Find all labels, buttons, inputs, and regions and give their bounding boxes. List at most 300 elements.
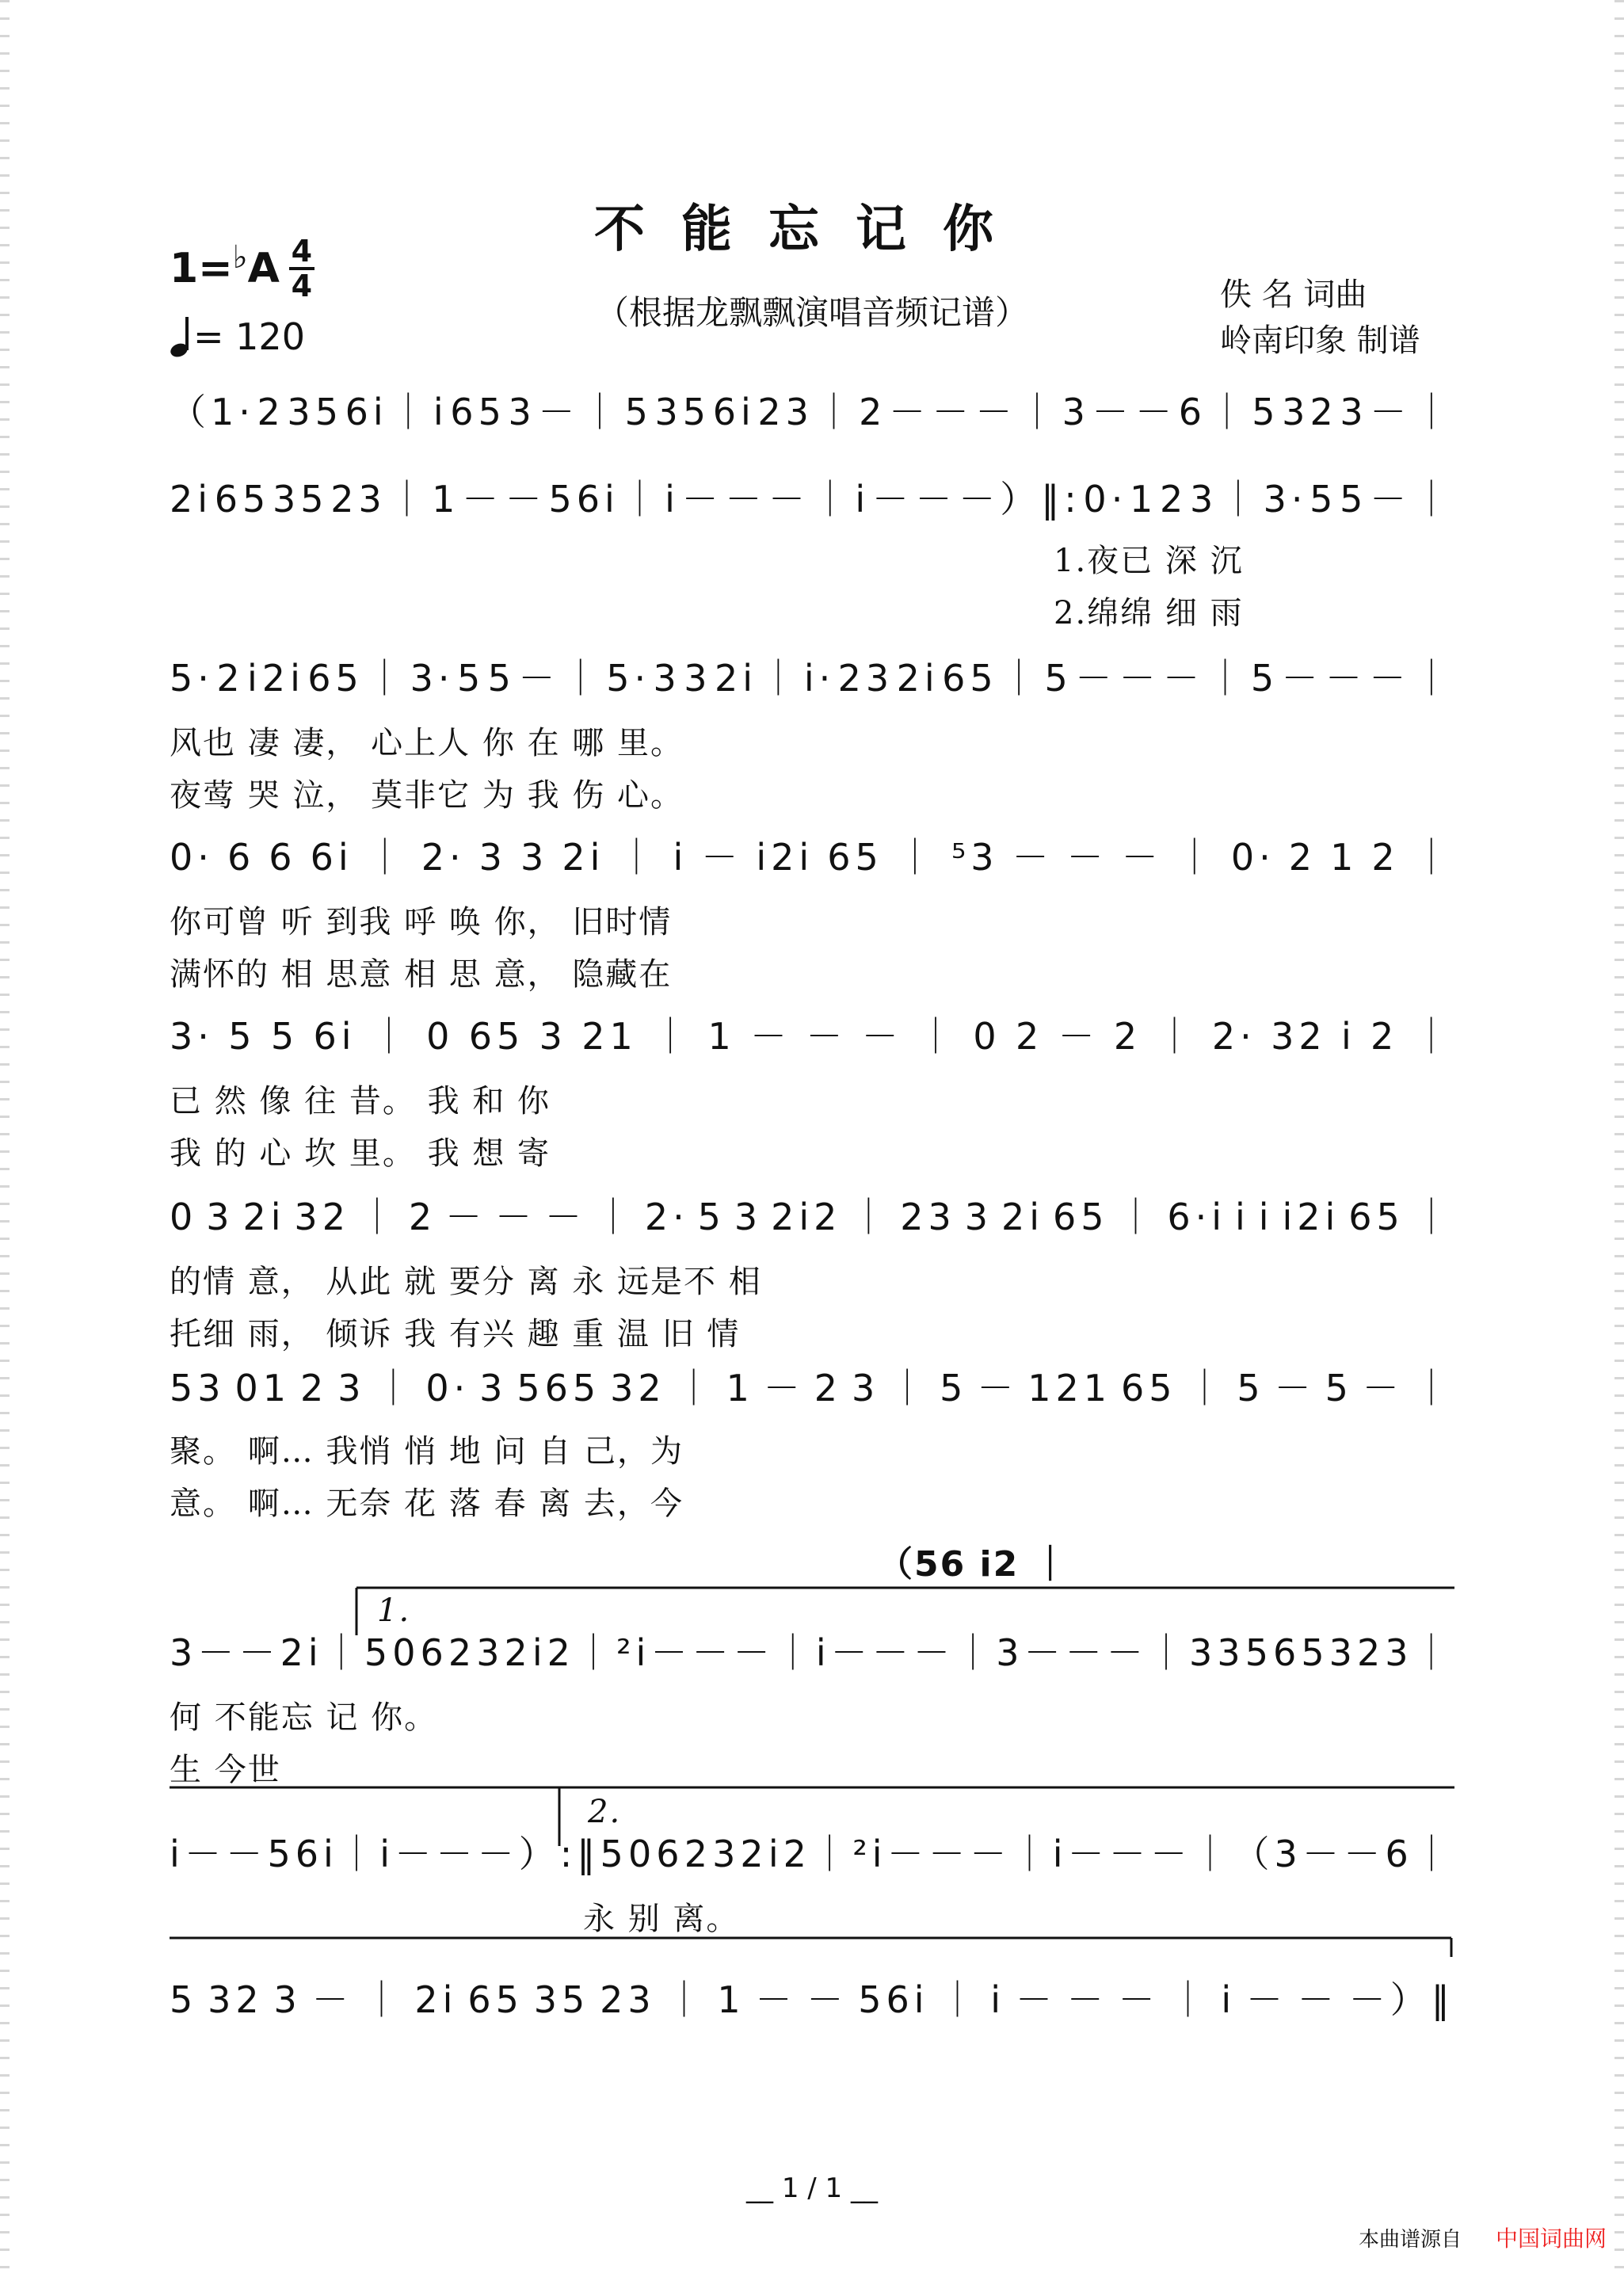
note-group: －: [1066, 1978, 1108, 2021]
note-group: 5·: [606, 657, 651, 700]
note-group: －: [1135, 391, 1177, 433]
note-group: 3: [653, 657, 681, 700]
note-group: －: [1163, 657, 1205, 700]
barline: ｜: [1412, 836, 1454, 879]
note-group: 2: [408, 1196, 437, 1238]
note-group: 56i: [267, 1833, 338, 1875]
note-group: －: [1067, 1833, 1109, 1875]
note-group: 06: [392, 1631, 448, 1674]
note-group: i: [1221, 1978, 1237, 2021]
note-group: 1: [717, 1978, 745, 2021]
tempo-value: = 120: [193, 315, 305, 358]
barline: ｜: [955, 1631, 997, 1674]
note-group: 5: [228, 1015, 257, 1058]
barline: ｜: [375, 1367, 417, 1409]
note-group: 3: [996, 1631, 1024, 1674]
note-group: 0: [973, 1015, 1001, 1058]
note-group: 3: [508, 391, 536, 433]
note-group: 35: [272, 478, 329, 521]
note-group: 0·: [170, 836, 214, 879]
lyrics-verse-2: 2.绵绵 细 雨: [1054, 595, 1244, 631]
barline: ｜: [1018, 391, 1060, 433]
note-group: 2: [1159, 478, 1188, 521]
note-group: 65: [1052, 1196, 1109, 1238]
page-number: __ 1 / 1 __: [746, 2172, 878, 2204]
note-group: 23: [837, 657, 894, 700]
note-group: 53: [170, 1367, 226, 1409]
note-group: i: [855, 478, 871, 521]
lyrics-verse-1: 的情 意， 从此 就 要分 离 永 远是不 相: [170, 1264, 762, 1300]
note-group: －: [395, 1833, 436, 1875]
lyrics-verse-2: 我 的 心 坎 里。 我 想 寄: [170, 1135, 551, 1172]
notation-line: [170, 475, 1454, 539]
note-group: （1·: [170, 391, 255, 433]
note-group: 0·: [1230, 836, 1275, 879]
score-system-1: [170, 388, 1454, 452]
notation-line: [170, 833, 1454, 897]
score-system-5: [170, 1013, 1454, 1076]
note-group: 1: [726, 1367, 754, 1409]
note-group: 5: [624, 391, 653, 433]
note-group: 232: [684, 1833, 768, 1875]
note-group: 0: [426, 1015, 455, 1058]
note-group: －: [733, 1631, 775, 1674]
note-group: －: [1058, 1015, 1100, 1058]
note-group: 5: [1340, 478, 1368, 521]
note-group: －: [768, 478, 810, 521]
note-group: ｜（3: [1191, 1833, 1302, 1875]
note-group: 5: [600, 1833, 628, 1875]
barline: ｜: [1207, 657, 1248, 700]
note-group: －: [1246, 1978, 1288, 2021]
note-group: 3: [539, 1015, 567, 1058]
note-group: 32: [294, 1196, 350, 1238]
note-group: 3: [273, 1978, 302, 2021]
note-group: －: [1369, 657, 1411, 700]
note-group: 6: [1178, 391, 1207, 433]
note-group: 2: [1288, 836, 1317, 879]
credit-lyricist: 佚 名 词曲: [1220, 277, 1367, 313]
tempo-mark: [170, 315, 305, 358]
note-group: －: [1024, 1631, 1066, 1674]
note-group: －: [1325, 657, 1367, 700]
note-group: －: [692, 1631, 734, 1674]
note-group: 65: [1121, 1367, 1177, 1409]
note-group: 0·: [425, 1367, 471, 1409]
note-group: 3: [479, 1367, 508, 1409]
note-group: 56i: [548, 478, 619, 521]
note-group: －: [871, 478, 913, 521]
note-group: 6·i: [1167, 1196, 1227, 1238]
note-group: －: [518, 657, 560, 700]
score-system-3: [170, 654, 1454, 718]
note-group: 23: [757, 391, 814, 433]
note-group: i2i: [756, 836, 814, 879]
barline: ｜: [370, 1015, 412, 1058]
note-group: i2i: [1282, 1196, 1340, 1238]
note-group: ²i: [852, 1833, 887, 1875]
note-group: 23: [330, 478, 387, 521]
note-group: i·: [803, 657, 836, 700]
note-group: 65: [214, 478, 271, 521]
note-group: 2i: [714, 657, 757, 700]
note-group: 1: [1330, 836, 1359, 879]
notation-line: [170, 654, 1454, 718]
note-group: －: [1075, 657, 1117, 700]
note-group: 3: [478, 836, 507, 879]
note-group: －: [806, 1015, 848, 1058]
note-group: 0·: [1083, 478, 1128, 521]
notation-line: [170, 1629, 1454, 1692]
lyrics-verse-2: 夜莺 哭 泣， 莫非它 为 我 伤 心。: [170, 777, 684, 814]
note-group: 3: [964, 1196, 993, 1238]
barline: ｜: [811, 1833, 853, 1875]
notation-line: [170, 1830, 1454, 1894]
right-margin-strip: [1614, 0, 1624, 2281]
lyrics-verse-1: 风也 凄 凄， 心上人 你 在 哪 里。: [170, 725, 684, 761]
barline: ｜: [917, 1015, 959, 1058]
note-group: 5: [364, 1631, 393, 1674]
barline: ｜: [1219, 478, 1261, 521]
note-group: －: [681, 478, 723, 521]
lyrics-verse-2: 托细 雨， 倾诉 我 有兴 趣 重 温 旧 情: [170, 1316, 741, 1352]
note-group: －: [830, 1631, 872, 1674]
note-group: 5: [697, 1196, 726, 1238]
barline: ｜: [621, 478, 663, 521]
note-group: －: [1065, 1631, 1107, 1674]
barline: ｜: [581, 391, 623, 433]
alternate-pickup-notes: （56 i2 ｜: [878, 1544, 1069, 1585]
lyrics-verse-1: 1.夜已 深 沉: [1054, 543, 1244, 579]
note-group: 2: [1113, 1015, 1142, 1058]
note-group: 3: [734, 1196, 763, 1238]
note-group: －: [1297, 1978, 1339, 2021]
note-group: 2i: [1001, 1196, 1045, 1238]
barline: ｜: [1412, 1015, 1454, 1058]
note-group: i2: [532, 1631, 575, 1674]
lyrics-verse-2: 满怀的 相 思意 相 思 意， 隐藏在: [170, 956, 673, 993]
key-prefix: 1=: [170, 245, 233, 292]
note-group: 2i: [414, 1978, 458, 2021]
source-label: 本曲谱源自: [1359, 2228, 1462, 2252]
note-group: －: [544, 1196, 586, 1238]
note-group: 3·: [1263, 478, 1308, 521]
note-group: 232: [448, 1631, 532, 1674]
note-group: 2i: [896, 657, 940, 700]
note-group: i: [815, 1631, 831, 1674]
barline: ｜: [1208, 391, 1250, 433]
note-group: 1: [707, 1015, 736, 1058]
note-group: 3: [1340, 391, 1368, 433]
note-group: 3: [170, 1631, 198, 1674]
note-group: －: [861, 1015, 903, 1058]
note-group: －: [970, 1833, 1012, 1875]
note-group: 21: [581, 1015, 638, 1058]
note-group: －: [750, 1015, 792, 1058]
barline: ｜: [811, 478, 853, 521]
site-link[interactable]: 中国词曲网: [1496, 2226, 1607, 2252]
note-group: －: [1344, 1833, 1386, 1875]
time-numerator: 4: [291, 234, 313, 269]
note-group: －: [1109, 1833, 1151, 1875]
key-signature: [170, 236, 315, 301]
note-group: 5: [270, 1015, 299, 1058]
note-group: 5·: [170, 657, 214, 700]
note-group: 121: [1027, 1367, 1112, 1409]
note-group: 3: [337, 1367, 366, 1409]
note-group: 65: [307, 657, 364, 700]
note-group: i: [1235, 1196, 1250, 1238]
note-group: 0: [170, 1196, 198, 1238]
note-group: －: [505, 478, 547, 521]
note-group: 3: [684, 657, 712, 700]
barline: －）‖:: [959, 478, 1081, 521]
barline: ｜: [388, 478, 430, 521]
note-group: 2i2: [771, 1196, 842, 1238]
note-group: －: [755, 1978, 797, 2021]
lyrics-verse-2: 意。 啊… 无奈 花 落 春 离 去，今: [170, 1486, 684, 1522]
note-group: 2i: [242, 1196, 286, 1238]
barline: ｜: [366, 657, 408, 700]
note-group: －: [1150, 1833, 1192, 1875]
note-group: －: [725, 478, 767, 521]
key-note: A: [247, 245, 280, 292]
lyrics-verse-2: 生 今世: [170, 1752, 281, 1788]
note-group: 23: [1357, 1631, 1413, 1674]
note-group: 6i: [310, 836, 353, 879]
barline: ｜: [618, 836, 660, 879]
note-group: －: [226, 1833, 268, 1875]
note-group: 6i: [712, 391, 756, 433]
note-group: 32: [610, 1367, 666, 1409]
barline: ｜: [1169, 1978, 1211, 2021]
note-group: 53: [1301, 1631, 1357, 1674]
volta-2-label: 2.: [588, 1794, 622, 1830]
note-group: 2i: [562, 836, 605, 879]
note-group: 2i: [170, 478, 213, 521]
barline: ｜: [1412, 657, 1454, 700]
note-group: 5: [940, 1367, 968, 1409]
quarter-note-icon: [170, 315, 193, 358]
lyrics-verse-1: 聚。 啊… 我悄 悄 地 问 自 己，为: [170, 1433, 684, 1470]
score-system-9: [170, 1830, 1454, 1894]
barline: ｜: [1412, 1833, 1454, 1875]
volta-1-bracket: [356, 1588, 1454, 1635]
score-system-6: [170, 1193, 1454, 1257]
time-denominator: 4: [291, 269, 313, 303]
note-group: 65: [1348, 1196, 1405, 1238]
score-system-7: [170, 1364, 1454, 1428]
note-group: 32: [208, 1978, 264, 2021]
lyrics-verse-1: 你可曾 听 到我 呼 唤 你， 旧时情: [170, 904, 673, 940]
note-group: －: [197, 1631, 239, 1674]
barline: ｜: [1156, 1015, 1198, 1058]
notation-line: [170, 1976, 1454, 2039]
note-group: －: [977, 1367, 1019, 1409]
note-group: －: [806, 1978, 848, 2021]
note-group: －: [1281, 657, 1323, 700]
note-group: －: [538, 391, 580, 433]
time-signature: [289, 236, 315, 301]
barline: ｜: [850, 1196, 892, 1238]
note-group: －: [1370, 391, 1412, 433]
barline: －）:‖: [477, 1833, 600, 1875]
notation-line: [170, 1364, 1454, 1428]
note-group: 2: [1370, 1015, 1399, 1058]
barline: ｜: [390, 391, 432, 433]
barline: ｜: [1412, 478, 1454, 521]
note-group: 5: [1044, 657, 1073, 700]
note-group: 6i: [345, 391, 388, 433]
note-group: －: [889, 391, 931, 433]
note-group: 1: [432, 478, 460, 521]
note-group: 3: [851, 1367, 880, 1409]
note-group: i: [379, 1833, 395, 1875]
note-group: 1: [1130, 478, 1158, 521]
note-group: －: [1274, 1367, 1316, 1409]
barline: ｜: [1412, 1196, 1454, 1238]
barline: ｜: [1412, 1631, 1454, 1674]
barline: ｜: [939, 1978, 981, 2021]
barline: ｜: [675, 1367, 717, 1409]
note-group: 65: [467, 1978, 524, 2021]
note-group: 5: [1237, 1367, 1265, 1409]
note-group: －: [913, 1631, 955, 1674]
note-group: 23: [900, 1196, 956, 1238]
note-group: 35: [287, 391, 343, 433]
note-group: 2: [1015, 1015, 1044, 1058]
note-group: 33: [1189, 1631, 1245, 1674]
barline: ｜: [322, 1631, 364, 1674]
lyrics-verse-1: 已 然 像 往 昔。 我 和 你: [170, 1083, 551, 1120]
barline: ｜: [1186, 1367, 1228, 1409]
note-group: －: [975, 391, 1017, 433]
score-system-10: [170, 1976, 1454, 2039]
note-group: 2: [257, 391, 285, 433]
note-group: i: [170, 1833, 185, 1875]
barline: ｜: [774, 1631, 816, 1674]
note-group: 2: [859, 391, 887, 433]
note-group: －: [185, 1833, 227, 1875]
note-group: －: [701, 836, 743, 879]
note-group: －: [915, 478, 957, 521]
note-group: －: [928, 1833, 970, 1875]
note-group: 3·: [410, 657, 455, 700]
barline: ｜: [562, 657, 604, 700]
note-group: －: [1362, 1367, 1404, 1409]
note-group: －: [1121, 836, 1163, 879]
note-group: i: [1052, 1833, 1068, 1875]
note-group: －: [445, 1196, 487, 1238]
note-group: i: [990, 1978, 1006, 2021]
note-group: 5: [1309, 478, 1338, 521]
note-group: －: [238, 1631, 280, 1674]
note-group: 35: [654, 391, 711, 433]
lyrics-verse-1: 何 不能忘 记 你。: [170, 1699, 438, 1736]
note-group: 01: [234, 1367, 292, 1409]
note-group: 56: [1245, 1631, 1302, 1674]
note-group: 32: [1271, 1015, 1327, 1058]
note-group: －: [763, 1367, 805, 1409]
song-subtitle: （根据龙飘飘演唱音频记谱）: [595, 293, 1028, 332]
note-group: －: [1370, 478, 1412, 521]
barline: ｜: [1011, 1833, 1053, 1875]
note-group: 3: [1062, 391, 1090, 433]
note-group: 32: [1282, 391, 1338, 433]
note-group: 5: [1325, 1367, 1353, 1409]
note-group: i: [1340, 1015, 1356, 1058]
note-group: 65: [468, 1015, 525, 1058]
note-group: 2: [1371, 836, 1400, 879]
note-group: －: [1015, 1978, 1057, 2021]
barline: ｜: [338, 1833, 380, 1875]
barline: ｜: [896, 836, 938, 879]
barline: ｜: [760, 657, 802, 700]
barline: ｜: [366, 836, 408, 879]
note-group: 2i: [280, 1631, 323, 1674]
barline: ｜: [665, 1978, 707, 2021]
note-group: －: [1106, 1631, 1148, 1674]
note-group: i2: [768, 1833, 811, 1875]
score-system-4: [170, 833, 1454, 897]
score-system-8: [170, 1629, 1454, 1692]
note-group: －: [1012, 836, 1054, 879]
note-group: －: [436, 1833, 478, 1875]
note-group: －: [311, 1978, 353, 2021]
note-group: －: [1119, 657, 1161, 700]
lyrics-verse-1: 永 别 离。: [583, 1901, 740, 1937]
note-group: i2i: [247, 657, 305, 700]
note-group: 3·: [170, 1015, 214, 1058]
barline: ｜: [1176, 836, 1218, 879]
note-group: 23: [600, 1978, 656, 2021]
note-group: －: [932, 391, 974, 433]
note-group: －: [462, 478, 504, 521]
barline: ｜: [1412, 391, 1454, 433]
song-title: 不能忘记你: [594, 200, 1030, 259]
note-group: 5: [1250, 657, 1279, 700]
note-group: 2: [299, 1367, 329, 1409]
note-group: 3: [1189, 478, 1218, 521]
note-group: ²i: [616, 1631, 651, 1674]
note-group: 565: [517, 1367, 601, 1409]
note-group: 5: [1252, 391, 1280, 433]
note-group: 65: [827, 836, 883, 879]
credit-arranger: 岭南印象 制谱: [1220, 322, 1420, 359]
note-group: 65: [942, 657, 998, 700]
note-group: －: [1066, 836, 1108, 879]
note-group: 6: [227, 836, 256, 879]
note-group: ⁵3: [951, 836, 999, 879]
barline: ｜: [889, 1367, 931, 1409]
left-margin-strip: [0, 0, 10, 2281]
notation-line: [170, 1013, 1454, 1076]
barline: ｜: [652, 1015, 694, 1058]
notation-line: [170, 388, 1454, 452]
barline: ｜: [1117, 1196, 1159, 1238]
note-group: i: [1258, 1196, 1274, 1238]
note-group: －: [871, 1631, 913, 1674]
note-group: 5: [170, 1978, 198, 2021]
barline: ｜: [1001, 657, 1043, 700]
barline: ｜: [594, 1196, 636, 1238]
barline: ｜: [1147, 1631, 1189, 1674]
note-group: 2·: [421, 836, 466, 879]
note-group: 06: [628, 1833, 684, 1875]
note-group: 2·: [1211, 1015, 1256, 1058]
note-group: －: [1118, 1978, 1160, 2021]
barline: ｜: [1412, 1367, 1454, 1409]
